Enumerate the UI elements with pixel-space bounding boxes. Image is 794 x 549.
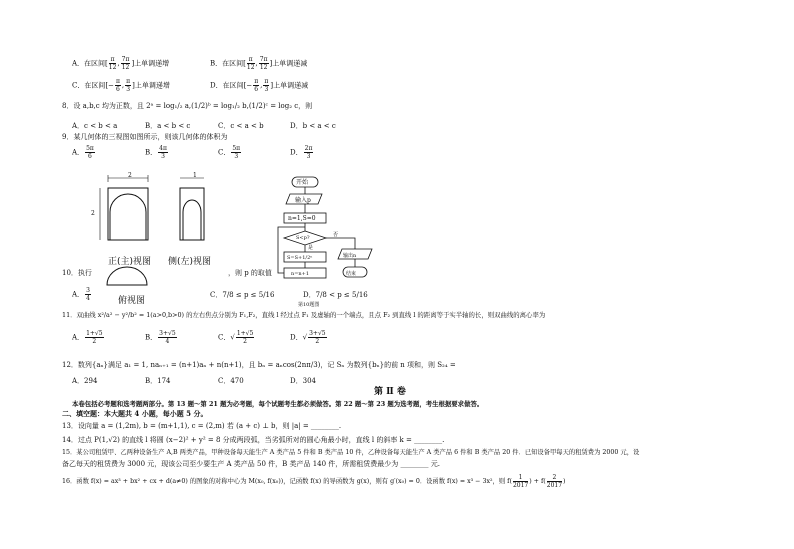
flow-start-text: 开始 xyxy=(296,179,309,186)
section-title: 第 Ⅱ 卷 xyxy=(374,387,406,397)
q11-option-d: D．√ $\frac{3+√5}{2}$ xyxy=(290,330,326,345)
flow-init-text: n=1,S=0 xyxy=(288,215,316,222)
q8-option-b: B．a < b < c xyxy=(145,122,191,130)
flow-caption: 第10题图 xyxy=(298,302,320,308)
q7-option-a: A．在区间[ $\frac{\pi}{12}$ , $\frac{7\pi}{12}$ ]上单调递增 xyxy=(72,56,170,71)
q12-option-d: D．304 xyxy=(290,377,316,385)
q13-text: 13．设向量 a = (1,2m), b = (m+1,1), c = (2,m) 若 (a + c) ⊥ b，则 |a| = ________. xyxy=(62,422,342,430)
flowchart-figure xyxy=(270,175,400,305)
q8-option-c: C．c < a < b xyxy=(218,122,264,130)
flow-end-text: 结束 xyxy=(346,271,357,277)
q10-stem-tail: ，则 p 的取值 xyxy=(228,269,272,277)
q8-stem: 8．设 a,b,c 均为正数，且 2ᵃ = log₁/₂ a,(1/2)ᵇ = log₁/₂ b,(1/2)ᶜ = log₂ c，则 xyxy=(62,102,313,110)
flow-input-text: 输入p xyxy=(295,197,311,204)
q11-stem: 11．双曲线 x²/a² − y²/b² = 1(a>0,b>0) 的左右焦点分别为 F₁,F₂，直线 l 经过点 F₁ 及虚轴的一个端点，且点 F₂ 到直线 l 的距离等于实半轴的长，则双曲线的离心率为 xyxy=(62,311,546,319)
q7-option-b: B．在区间[ $\frac{\pi}{12}$ , $\frac{7\pi}{12}$ ]上单调递减 xyxy=(210,56,308,71)
front-view-label: 正(主)视图 xyxy=(108,257,152,267)
dim-width-front: 2 xyxy=(128,172,132,179)
flow-yes-label: 是 xyxy=(308,245,314,251)
q10-stem: 10．执行 xyxy=(62,269,92,277)
top-view xyxy=(107,267,147,285)
q7-option-c: C．在区间[− $\frac{\pi}{6}$ , $\frac{\pi}{3}$ ]上单调递增 xyxy=(72,78,170,93)
q10-option-a: A． $\frac{3}{4}$ xyxy=(72,287,90,302)
fill-in-heading: 二、填空题：本大题共 4 小题，每小题 5 分。 xyxy=(62,409,208,418)
q10-option-c: C．7/8 ≤ p ≤ 5/16 xyxy=(210,291,275,299)
q9-option-b: B． $\frac{4\pi}{3}$ xyxy=(145,145,167,160)
q11-option-b: B． $\frac{3+√5}{4}$ xyxy=(145,330,176,345)
q16-text: 16．函数 f(x) = ax³ + bx² + cx + d(a≠0) 的图象的对称中心为 M(x₀, f(x₀))，记函数 f(x) 的导函数为 g(x)，则有 g′(x₀) = 0．设函数 f(x) = x³ − 3x²，则 f( $\frac{1}{2017}$ ) + f( $\frac{2}{2017}$ ) xyxy=(62,474,566,489)
flow-update-text: S=S+1/2ⁿ xyxy=(287,255,313,261)
q11-option-c: C．√ $\frac{1+√5}{2}$ xyxy=(218,330,254,345)
three-view-figure xyxy=(95,170,225,295)
q12-option-a: A．294 xyxy=(72,377,98,385)
section-note: 本卷包括必考题和选考题两部分。第 13 题～第 21 题为必考题，每个试题考生都必须做答。第 22 题～第 23 题为选考题，考生根据要求做答。 xyxy=(72,400,484,408)
q9-option-d: D． $\frac{2\pi}{3}$ xyxy=(290,145,313,160)
q11-option-a: A． $\frac{1+√5}{2}$ xyxy=(72,330,103,345)
dim-width-side: 1 xyxy=(193,172,197,179)
q7-option-d: D．在区间[− $\frac{\pi}{6}$ , $\frac{\pi}{3}$ ]上单调递减 xyxy=(210,78,309,93)
flow-no-label: 否 xyxy=(333,232,339,238)
q14-text: 14．过点 P(1,√2) 的直线 l 将圆 (x−2)² + y² = 8 分成两段弧，当劣弧所对的圆心角最小时，直线 l 的斜率 k = ________. xyxy=(62,436,445,444)
q9-stem: 9．某几何体的三视图如图所示，则该几何体的体积为 xyxy=(62,133,228,141)
q9-option-c: C． $\frac{5\pi}{3}$ xyxy=(218,145,241,160)
q8-option-a: A．c < b < a xyxy=(72,122,118,130)
q15-line-2: 备乙每天的租赁费为 3000 元，现该公司至少要生产 A 类产品 50 件，B 类产品 140 件，所需租赁费最少为 ________ 元. xyxy=(62,460,440,468)
q12-option-c: C．470 xyxy=(218,377,244,385)
q8-option-d: D．b < a < c xyxy=(290,122,336,130)
dim-height: 2 xyxy=(91,210,95,217)
q12-option-b: B．174 xyxy=(145,377,171,385)
flow-cond-text: S<p? xyxy=(296,235,310,241)
side-view-label: 侧(左)视图 xyxy=(168,257,212,267)
side-view xyxy=(180,178,204,240)
q15-line-1: 15．某公司租赁甲、乙两种设备生产 A,B 两类产品，甲种设备每天能生产 A 类产品 5 件和 B 类产品 10 件，乙种设备每天能生产 A 类产品 6 件和 B 类产品 20 件．已知设备甲每天的租赁费为 2000 元，设 xyxy=(62,449,640,456)
flow-output-text: 输出n xyxy=(343,253,357,259)
flow-incr-text: n=n+1 xyxy=(291,271,310,277)
front-view xyxy=(100,175,148,240)
q12-stem: 12．数列{aₙ}满足 a₁ = 1, naₙ₊₁ = (n+1)aₙ + n(n+1)，且 bₙ = aₙcos(2nπ/3)，记 Sₙ 为数列{bₙ}的前 n 项和，则 S₂₄ = xyxy=(62,361,456,369)
q10-option-d: D．7/8 < p ≤ 5/16 xyxy=(303,291,368,299)
q9-option-a: A． $\frac{5\pi}{6}$ xyxy=(72,145,94,160)
top-view-label: 俯视图 xyxy=(118,296,146,306)
